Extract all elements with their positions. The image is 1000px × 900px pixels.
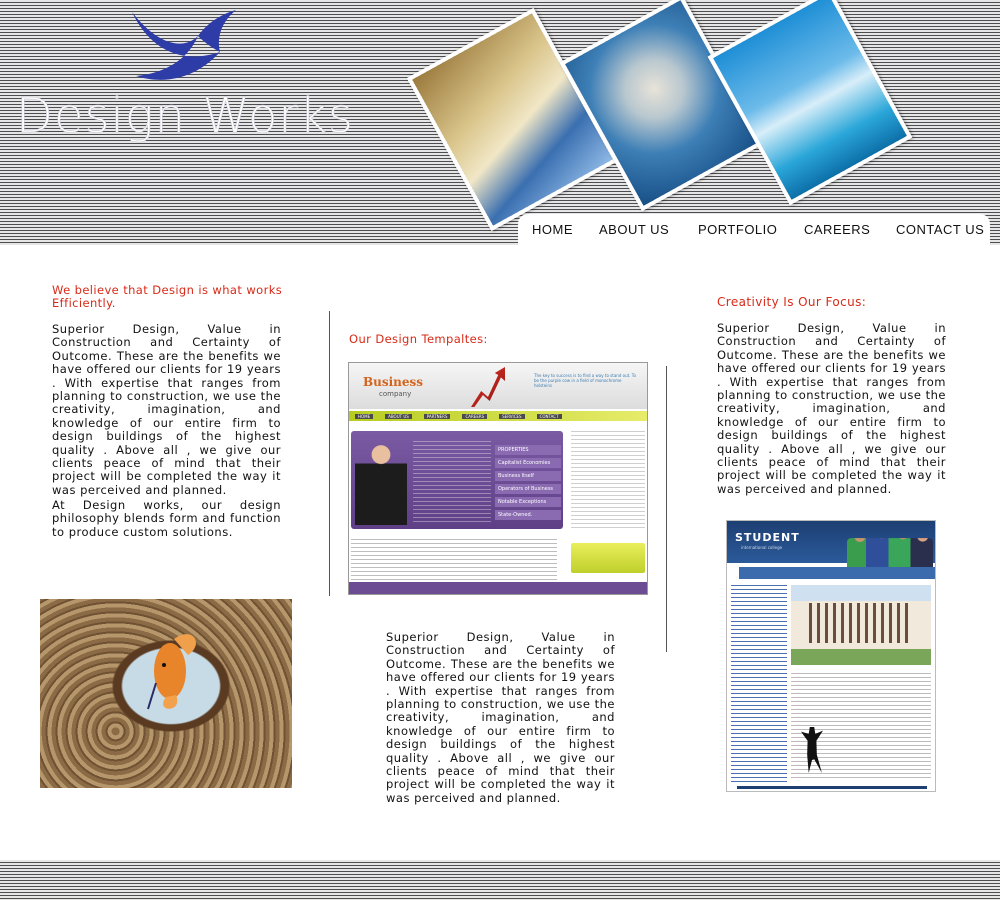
nav-careers[interactable]: CAREERS xyxy=(804,222,871,237)
st-title: STUDENT xyxy=(735,531,800,544)
bz-list-item: State-Owned. xyxy=(495,510,561,520)
right-paragraph: Superior Design, Value in Construction and Certainty of Outcome. These are the benefits we have offered our clients for 19 years . With expertise that ranges from planning to construction, we use the creativity, imagination, and knowledge of our entire firm to design buildings of the highest quality . Above all , we give our clients peace of mind that their project will be completed the way it was perceived and planned. xyxy=(717,321,946,496)
nav-contact-us[interactable]: CONTACT US xyxy=(896,222,985,237)
st-subtitle: international college xyxy=(741,545,783,550)
bz-logo-sub: company xyxy=(379,390,412,398)
column-divider-left xyxy=(329,311,330,596)
bz-list-item: PROPERTIES xyxy=(495,445,561,455)
right-heading: Creativity Is Our Focus: xyxy=(717,295,867,309)
photo-doorway-sky xyxy=(407,8,619,231)
left-paragraph-1: Superior Design, Value in Construction and Certainty of Outcome. These are the benefits we have offered our clients for 19 years . With expertise that ranges from planning to construction, we use the creativity, imagination, and knowledge of our entire firm to design buildings of the highest quality . Above all , we give our clients peace of mind that their project will be completed the way it was perceived and planned. xyxy=(52,322,281,497)
bz-menu-item: ABOUT US xyxy=(385,414,412,419)
bz-list-item: Capitalist Economies xyxy=(495,458,561,468)
student-template-thumbnail[interactable] xyxy=(726,520,936,792)
st-menu-bar xyxy=(739,567,935,579)
bz-menu xyxy=(349,411,647,421)
businesswoman-image xyxy=(355,437,407,525)
bz-menu-item: HOME xyxy=(355,414,373,419)
left-paragraph-2: At Design works, our design philosophy blends form and function to produce custom solutions. xyxy=(52,498,281,539)
bz-list-item: Business Itself xyxy=(495,471,561,481)
main-nav xyxy=(518,214,990,246)
st-side-list xyxy=(731,585,787,785)
bz-menu-item: SERVICES xyxy=(499,414,524,419)
bz-menu-item: CONTACT xyxy=(537,414,562,419)
st-footer-bar xyxy=(737,786,927,789)
photo-globe-sky xyxy=(708,0,913,205)
bz-logo: Business xyxy=(363,375,424,389)
bz-footer-bar xyxy=(349,582,647,594)
bz-menu-item: PARTNERS xyxy=(424,414,451,419)
business-template-thumbnail[interactable] xyxy=(348,362,648,595)
building-windows xyxy=(809,603,909,643)
footer-stripes xyxy=(0,860,1000,900)
bz-footer-columns xyxy=(351,539,557,581)
middle-paragraph: Superior Design, Value in Construction and Certainty of Outcome. These are the benefits we have offered our clients for 19 years . With expertise that ranges from planning to construction, we use the creativity, imagination, and knowledge of our entire firm to design buildings of the highest quality . Above all , we give our clients peace of mind that their project will be completed the way it was perceived and planned. xyxy=(386,630,615,805)
bz-tagline: The key to success is to find a way to stand out. To be the purple cow in a field of monochrome holsteins xyxy=(534,373,636,388)
photo-wave-figure xyxy=(560,0,765,211)
goldfish-icon xyxy=(144,625,206,713)
bz-list-item: Operators of Business xyxy=(495,484,561,494)
left-heading: We believe that Design is what works Efficiently. xyxy=(52,283,283,310)
bz-hero-text xyxy=(413,441,491,523)
bz-subscribe-box xyxy=(571,543,645,573)
nav-portfolio[interactable]: PORTFOLIO xyxy=(698,222,778,237)
bz-list-item: Notable Exceptions xyxy=(495,497,561,507)
templates-heading: Our Design Tempaltes: xyxy=(349,332,488,346)
nav-home[interactable]: HOME xyxy=(532,222,573,237)
bz-menu-item: CAREERS xyxy=(462,414,487,419)
bz-news-column xyxy=(571,431,645,531)
column-divider-right xyxy=(666,366,667,652)
fish-eye-image xyxy=(40,599,292,788)
nav-about-us[interactable]: ABOUT US xyxy=(599,222,670,237)
brand-logo-text[interactable]: Design Works xyxy=(16,88,354,144)
bz-side-list xyxy=(495,445,561,523)
header-banner xyxy=(0,0,1000,245)
